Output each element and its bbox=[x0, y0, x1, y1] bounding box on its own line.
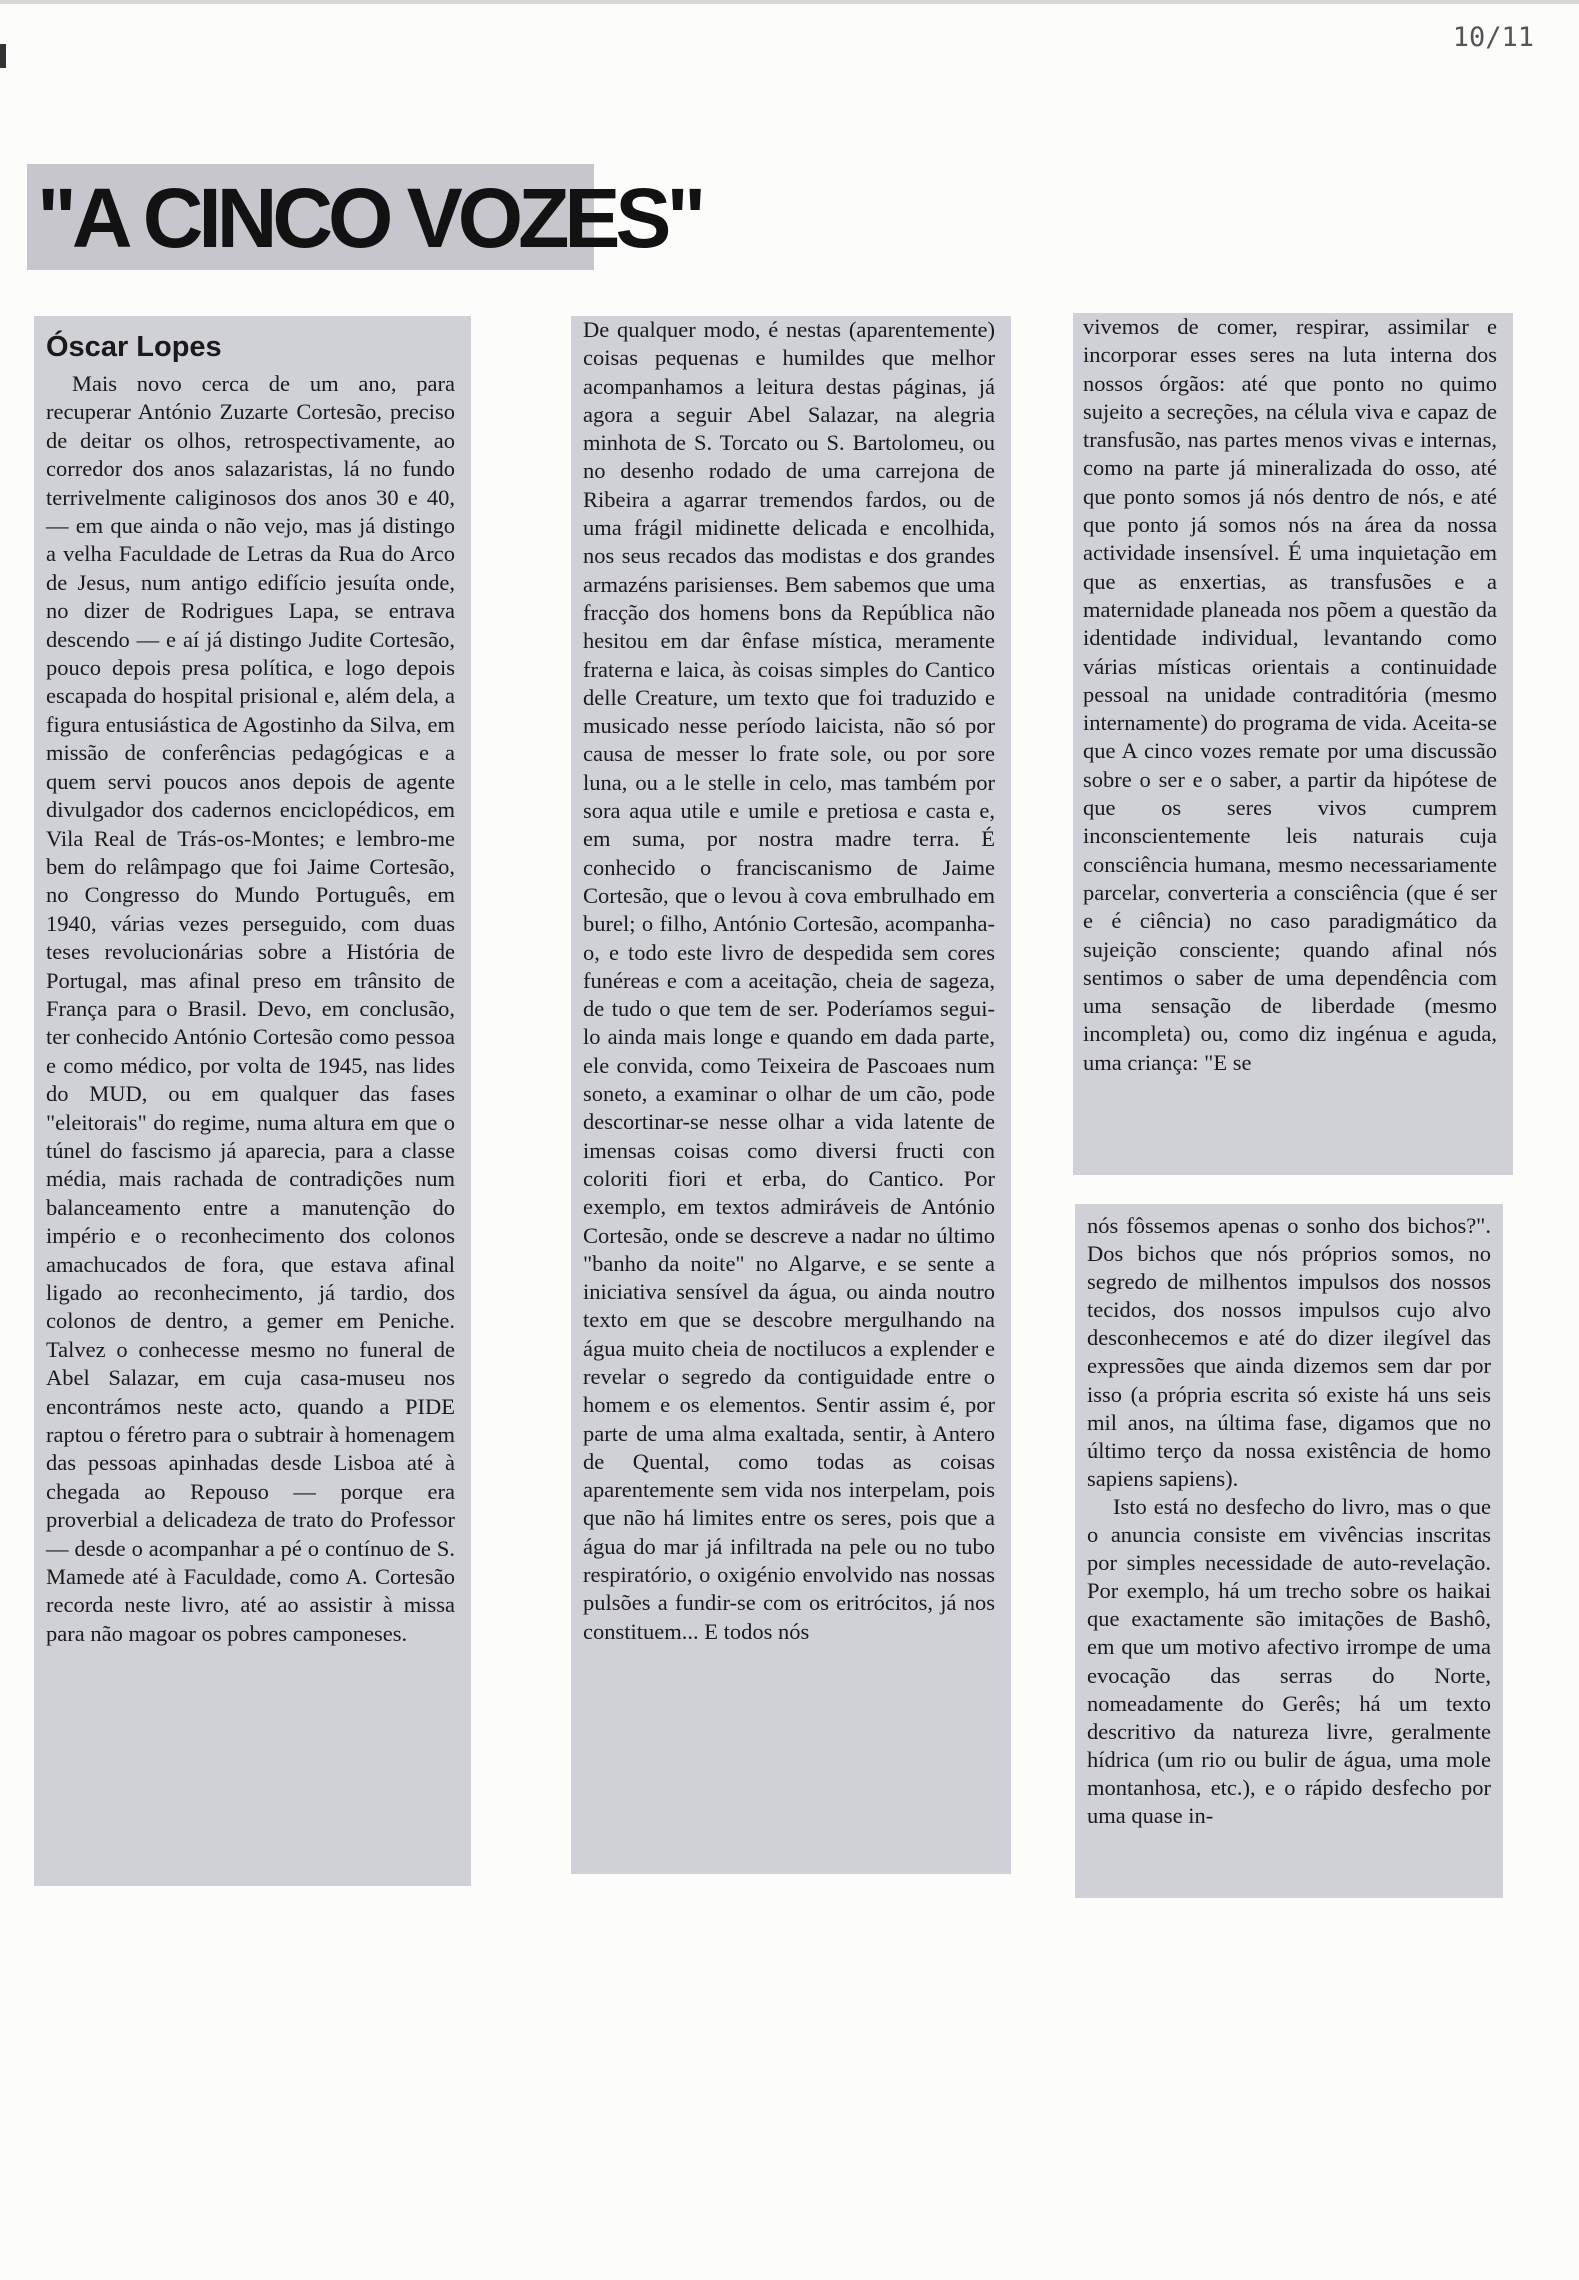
column-3-bottom-paragraph-2: Isto está no desfecho do livro, mas o que o anuncia consiste em vivências inscritas por simples necessidade de auto-revelação. Por exemplo, há um trecho sobre os haikai que exactamente são imitações de Bashô, em que um motivo afectivo irrompe de uma evocação das serras do Norte, nomeadamente do Gerês; há um texto descritivo da natureza livre, geralmente hídrica (um rio ou bulir de água, uma mole montanhosa, etc.), e o rápido desfecho por uma quase in- bbox=[1087, 1493, 1491, 1828]
headline: "A CINCO VOZES" bbox=[27, 164, 594, 270]
article-column-3-bottom bbox=[1075, 1204, 1503, 1898]
page-number: 10/11 bbox=[1452, 22, 1534, 53]
column-2-paragraph: De qualquer modo, é nestas (aparentemente) coisas pequenas e humildes que melhor acompanhamos a leitura destas páginas, já agora a seguir Abel Salazar, na alegria minhota de S. Torcato ou S. Bartolomeu, ou no desenho rodado de uma carrejona de Ribeira a agarrar tremendos fardos, ou de uma frágil midinette delicada e encolhida, nos seus recados das modistas e dos grandes armazéns parisienses. Bem sabemos que uma fracção dos homens bons da República não hesitou em dar ênfase mística, meramente fraterna e laica, às coisas simples do Cantico delle Creature, um texto que foi traduzido e musicado nesse período laicista, não só por causa de messer lo frate sole, ou por sore luna, ou a le stelle in celo, mas também por sora aqua utile e umile e pretiosa e casta e, em suma, por nostra madre terra. É conhecido o franciscanismo de Jaime Cortesão, que o levou à cova embrulhado em burel; o filho, António Cortesão, acompanha-o, e todo este livro de despedida sem cores funéreas e com a aceitação, cheia de sageza, de tudo o que tem de ser. Poderíamos segui-lo ainda mais longe e quando em dada parte, ele convida, como Teixeira de Pascoaes num soneto, a examinar o olhar de um cão, pode descortinar-se nesse olhar a vida latente de imensas coisas como diversi fructi con coloriti fiori et erba, do Cantico. Por exemplo, em textos admiráveis de António Cortesão, onde se descreve a nadar no último "banho da noite" no Algarve, e se sente a iniciativa sensível da água, ou ainda noutro texto em que se descobre mergulhando na água muito cheia de noctilucos a explender e revelar o segredo da contiguidade entre o homem e os elementos. Sentir assim é, por parte de uma alma exaltada, sentir, à Antero de Quental, como todas as coisas aparentemente sem vida nos interpelam, pois que não há limites entre os seres, pois que a água do mar já infiltrada na pele ou no tubo respiratório, o oxigénio envolvido nas nossas pulsões a fundir-se com os eritrócitos, já nos constituem... E todos nós bbox=[583, 317, 995, 1644]
article-column-3-top bbox=[1073, 313, 1513, 1175]
byline: Óscar Lopes bbox=[46, 331, 222, 363]
column-1-paragraph: Mais novo cerca de um ano, para recuperar António Zuzarte Cortesão, preciso de deitar os olhos, retrospectivamente, ao corredor dos anos salazaristas, lá no fundo terrivelmente caliginosos dos anos 30 e 40, — em que ainda o não vejo, mas já distingo a velha Faculdade de Letras da Rua do Arco de Jesus, num antigo edifício jesuíta onde, no dizer de Rodrigues Lapa, se entrava descendo — e aí já distingo Judite Cortesão, pouco depois presa política, e logo depois escapada do hospital prisional e, além dela, a figura entusiástica de Agostinho da Silva, em missão de conferências pedagógicas e a quem servi poucos anos depois de agente divulgador dos cadernos enciclopédicos, em Vila Real de Trás-os-Montes; e lembro-me bem do relâmpago que foi Jaime Cortesão, no Congresso do Mundo Português, em 1940, várias vezes perseguido, com duas teses revolucionárias sobre a História de Portugal, mas afinal preso em trânsito de França para o Brasil. Devo, em conclusão, ter conhecido António Cortesão como pessoa e como médico, por volta de 1945, nas lides do MUD, ou em qualquer das fases "eleitorais" do regime, numa altura em que o túnel do fascismo já aparecia, para a classe média, mais rachada de contradições num balanceamento entre a manutenção do império e o reconhecimento dos colonos amachucados de fora, que estava afinal ligado ao reconhecimento, já tardio, dos colonos de dentro, a gemer em Peniche. Talvez o conhecesse mesmo no funeral de Abel Salazar, em cuja casa-museu nos encontrámos neste acto, quando a PIDE raptou o féretro para o subtrair à homenagem das pessoas apinhadas desde Lisboa até à chegada ao Repouso — porque era proverbial a delicadeza de trato do Professor — desde o acompanhar a pé o contínuo de S. Mamede até à Faculdade, como A. Cortesão recorda neste livro, até ao assistir à missa para não magoar os pobres camponeses. bbox=[46, 371, 455, 1646]
column-3-top-paragraph: vivemos de comer, respirar, assimilar e incorporar esses seres na luta interna dos nossos órgãos: até que ponto no quimo sujeito a secreções, na célula viva e capaz de transfusão, nas partes menos vivas e internas, como na parte já mineralizada do osso, até que ponto somos já nós dentro de nós, e até que ponto já somos nós na área da nossa actividade insensível. É uma inquietação em que as enxertias, as transfusões e a maternidade planeada nos põem a questão da identidade individual, levantando como várias místicas orientais a continuidade pessoal na unidade contraditória (mesmo internamente) do programa de vida. Aceita-se que A cinco vozes remate por uma discussão sobre o ser e o saber, a partir da hipótese de que os seres vivos cumprem inconscientemente leis naturais cuja consciência humana, mesmo necessariamente parcelar, converteria a consciência (que é ser e é ciência) no caso paradigmático da sujeição consciente; quando afinal nós sentimos o saber de uma dependência com uma sensação de liberdade (mesmo incompleta) ou, como diz ingénua e aguda, uma criança: "E se bbox=[1083, 314, 1497, 1075]
column-3-bottom-paragraph-1: nós fôssemos apenas o sonho dos bichos?". Dos bichos que nós próprios somos, no segredo de milhentos impulsos dos nossos tecidos, dos nossos impulsos cujo alvo desconhecemos e até do dizer ilegível das expressões que ainda dizemos sem dar por isso (a própria escrita só existe há uns seis mil anos, na última fase, digamos que no último terço da nossa existência de homo sapiens sapiens). bbox=[1087, 1213, 1491, 1491]
article-column-2 bbox=[571, 316, 1011, 1874]
scan-top-border bbox=[0, 0, 1579, 4]
article-column-1 bbox=[34, 316, 471, 1886]
scan-edge-mark bbox=[0, 44, 6, 68]
